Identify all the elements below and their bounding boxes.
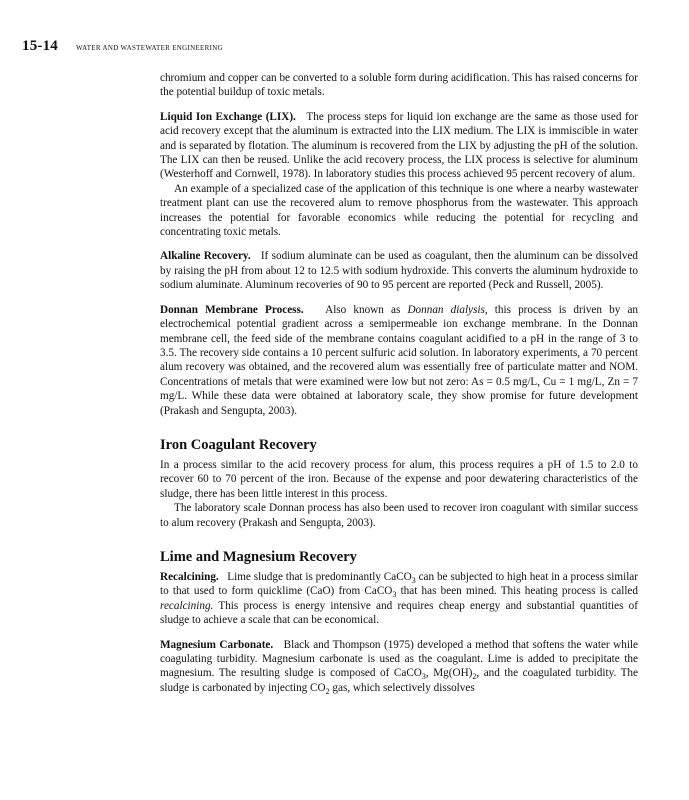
mgco3-text-3: , and the coagulated turbidity. The sludge is carbonated by injecting CO [160, 667, 638, 694]
donnan-italic-term: Donnan dialysis, [407, 303, 488, 316]
mgco3-text-1: Black and Thompson (1975) developed a method that softens the water while coagulating turbidity. Magnesium carbonate is used as the coagulant. Lime is added to precipitate the magnesium. The resulting sludge is composed of CaCO [160, 638, 638, 680]
subscript: 3 [421, 672, 426, 682]
paragraph-iron-2: The laboratory scale Donnan process has also been used to recover iron coagulant with similar success to alum recovery (Prakash and Sengupta, 2003). [160, 502, 638, 529]
donnan-text-2: this process is driven by an electrochemical potential gradient across a semipermeable ion exchange membrane. In the Donnan membrane cell, the feed side of the membrane contains coagulant acidified to a pH in the range of 3 to 3.5. The recovery side contains a 10 percent sulfuric acid solution. In laboratory experiments, a 70 percent alum recovery was obtained, and the recovered alum was essentially free of particulate matter and NOM. Concentrations of metals that were examined were low but not zero: As = 0.5 mg/L, Cu = 1 mg/L, Zn = 7 mg/L. While these data were obtained at laboratory scale, they show promise for future development (Prakash and Sengupta, 2003). [160, 303, 639, 417]
recalc-text-4: This process is energy intensive and requires cheap energy and substantial quantities of sludge to achieve a scale that can be economical. [160, 599, 638, 627]
paragraph-magnesium-carbonate [160, 638, 638, 696]
paragraph-lix-example: An example of a specialized case of the application of this technique is one where a nearby wastewater treatment plant can use the recovered alum to remove phosphorus from the wastewater. This approach increases the potential for favorable economics while reducing the potential for recycling and concentrating toxic metals. [160, 182, 638, 239]
donnan-text-1: Also known as [325, 303, 408, 316]
run-in-heading-recalcining: Recalcining. [160, 570, 219, 583]
paragraph-donnan [160, 303, 638, 418]
paragraph-iron-1: In a process similar to the acid recovery process for alum, this process requires a pH of 1.5 to 2.0 to recover 60 to 70 percent of the iron. Because of the expense and poor dewatering characteristics of the sludge, there has been little interest in this process. [160, 458, 638, 500]
subscript: 2 [472, 672, 477, 682]
paragraph-continuation: chromium and copper can be converted to a soluble form during acidification. This has raised concerns for the potential buildup of toxic metals. [160, 72, 638, 99]
paragraph-alkaline [160, 249, 638, 292]
subscript: 3 [411, 576, 416, 586]
recalc-text-1: Lime sludge that is predominantly CaCO [227, 570, 412, 583]
run-in-heading-alkaline: Alkaline Recovery. [160, 250, 251, 263]
page-header [22, 38, 223, 55]
section-heading-lime: Lime and Magnesium Recovery [160, 548, 357, 565]
mgco3-text-2: , Mg(OH) [425, 667, 473, 680]
section-heading-iron: Iron Coagulant Recovery [160, 436, 317, 453]
mgco3-text-4: gas, which selectively dissolves [329, 681, 475, 694]
page-number: 15-14 [22, 38, 58, 54]
run-in-heading-lix: Liquid Ion Exchange (LIX). [160, 110, 296, 123]
body-text [160, 71, 638, 695]
run-in-heading-donnan: Donnan Membrane Process. [160, 303, 304, 316]
paragraph-lix [160, 110, 638, 182]
lix-text: The process steps for liquid ion exchange are the same as those used for acid recovery except that the aluminum is extracted into the LIX medium. The LIX is immiscible in water and is separated by flotation. The aluminum is recovered from the LIX by adjusting the pH of the solution. The LIX can then be reused. Unlike the acid recovery process, the LIX process is selective for aluminum (Westerhoff and Cornwell, 1978). In laboratory studies this process achieved 95 percent recovery of alum. [160, 110, 639, 181]
paragraph-recalcining [160, 570, 638, 628]
recalc-text-2: can be subjected to high heat in a process similar to that used to form quicklime (CaO) from CaCO [160, 570, 639, 598]
run-in-heading-mgco3: Magnesium Carbonate. [160, 638, 274, 651]
recalc-italic-term: recalcining. [160, 599, 214, 612]
subscript: 2 [325, 687, 330, 697]
subscript: 3 [392, 590, 397, 600]
alkaline-text: If sodium aluminate can be used as coagulant, then the aluminum can be dissolved by raising the pH from about 12 to 12.5 with sodium hydroxide. This converts the aluminum hydroxide to sodium aluminate. Aluminum recoveries of 90 to 95 percent are reported (Peck and Russell, 2005). [160, 250, 638, 292]
running-title: WATER AND WASTEWATER ENGINEERING [76, 44, 223, 52]
recalc-text-3: that has been mined. This heating process is called [396, 585, 638, 598]
